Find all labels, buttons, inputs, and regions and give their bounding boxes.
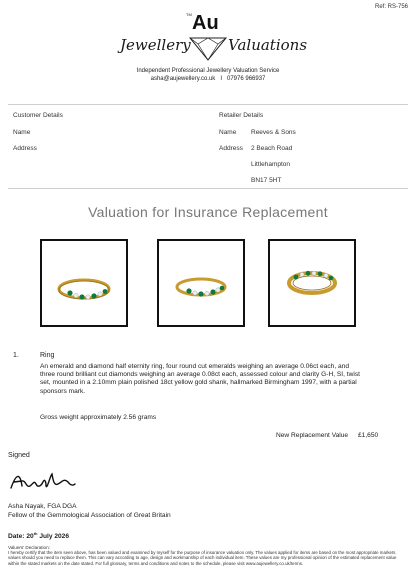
valuation-date xyxy=(8,531,69,540)
retailer-address-line-1: 2 Beach Road xyxy=(251,145,293,152)
ring-photo-front xyxy=(40,239,128,327)
contact-email[interactable]: asha@aujewellery.co.uk xyxy=(150,76,216,82)
contact-separator: I xyxy=(220,76,222,82)
divider-middle xyxy=(8,188,408,189)
item-weight: Gross weight approximately 2.56 grams xyxy=(40,414,157,421)
company-logo xyxy=(0,14,416,66)
handwritten-signature xyxy=(8,466,78,496)
date-rest: July 2026 xyxy=(39,533,70,541)
logo-left-text: Jewellery xyxy=(120,36,191,54)
ring-image xyxy=(42,241,126,325)
signer-fellowship: Fellow of the Gemmological Association of Great Britain xyxy=(8,512,171,519)
date-label: Date: xyxy=(8,533,25,541)
signer-name: Asha Nayak, FGA DGA xyxy=(8,503,77,510)
signed-label: Signed xyxy=(8,452,30,459)
retailer-name-value: Reeves & Sons xyxy=(251,129,296,136)
declaration-text: I hereby certify that the item seen above, has been valued and examined by myself for the purpose of insurance valuation only. The values applied for items are based on the most appropriate markets values should you need to replace them. This can vary according to age, design and workmanship of each individual item. These values are my professional opinion of the estimated replacement value within the stated markets on the date stated. For full glossary, terms and conditions and notes to the schedule, please visit www.aujewellery.co.uk/terms. xyxy=(8,550,397,566)
customer-name-label: Name xyxy=(13,129,31,136)
diamond-icon xyxy=(186,34,230,62)
customer-address-label: Address xyxy=(13,145,37,152)
retailer-name-label: Name xyxy=(219,129,237,136)
item-number: 1. xyxy=(13,352,19,359)
reference-number: Ref: RS-756 xyxy=(374,4,408,10)
logo-mark: Au xyxy=(192,12,219,34)
item-description: An emerald and diamond half eternity ring, four round cut emeralds weighing an average 0.06ct each, and three round brilliant cut diamonds weighing an average 0.08ct each, assessed colour and clarity G-H, SI, twist set, mounted in a 2.10mm plain polished 18ct yellow gold shank, hallmarked Birmingham 1997, with a partial sponsors mark. xyxy=(40,363,360,395)
ring-image xyxy=(159,241,243,325)
retailer-heading: Retailer Details xyxy=(219,112,264,119)
logo-trademark: TM xyxy=(186,12,192,17)
declaration-title: Valuers' Declaration: xyxy=(8,545,50,550)
service-tagline: Independent Professional Jewellery Valuation Service xyxy=(136,68,280,74)
ring-photo-top xyxy=(268,239,356,327)
divider-top xyxy=(8,104,408,105)
document-title: Valuation for Insurance Replacement xyxy=(88,204,328,220)
ring-image xyxy=(270,241,354,325)
logo-right-text: Valuations xyxy=(228,36,308,54)
replacement-value-amount: £1,650 xyxy=(358,432,379,439)
replacement-value-label: New Replacement Value xyxy=(276,432,349,439)
ring-photo-angle xyxy=(157,239,245,327)
date-suffix: th xyxy=(33,531,38,536)
item-name: Ring xyxy=(40,352,55,359)
customer-heading: Customer Details xyxy=(13,112,63,119)
date-day: 20 xyxy=(26,533,34,541)
retailer-address-line-2: Littlehampton xyxy=(251,161,291,168)
contact-line xyxy=(0,76,416,82)
retailer-address-label: Address xyxy=(219,145,243,152)
retailer-address-line-3: BN17 5HT xyxy=(251,177,282,184)
contact-phone: 07976 966937 xyxy=(227,76,266,82)
